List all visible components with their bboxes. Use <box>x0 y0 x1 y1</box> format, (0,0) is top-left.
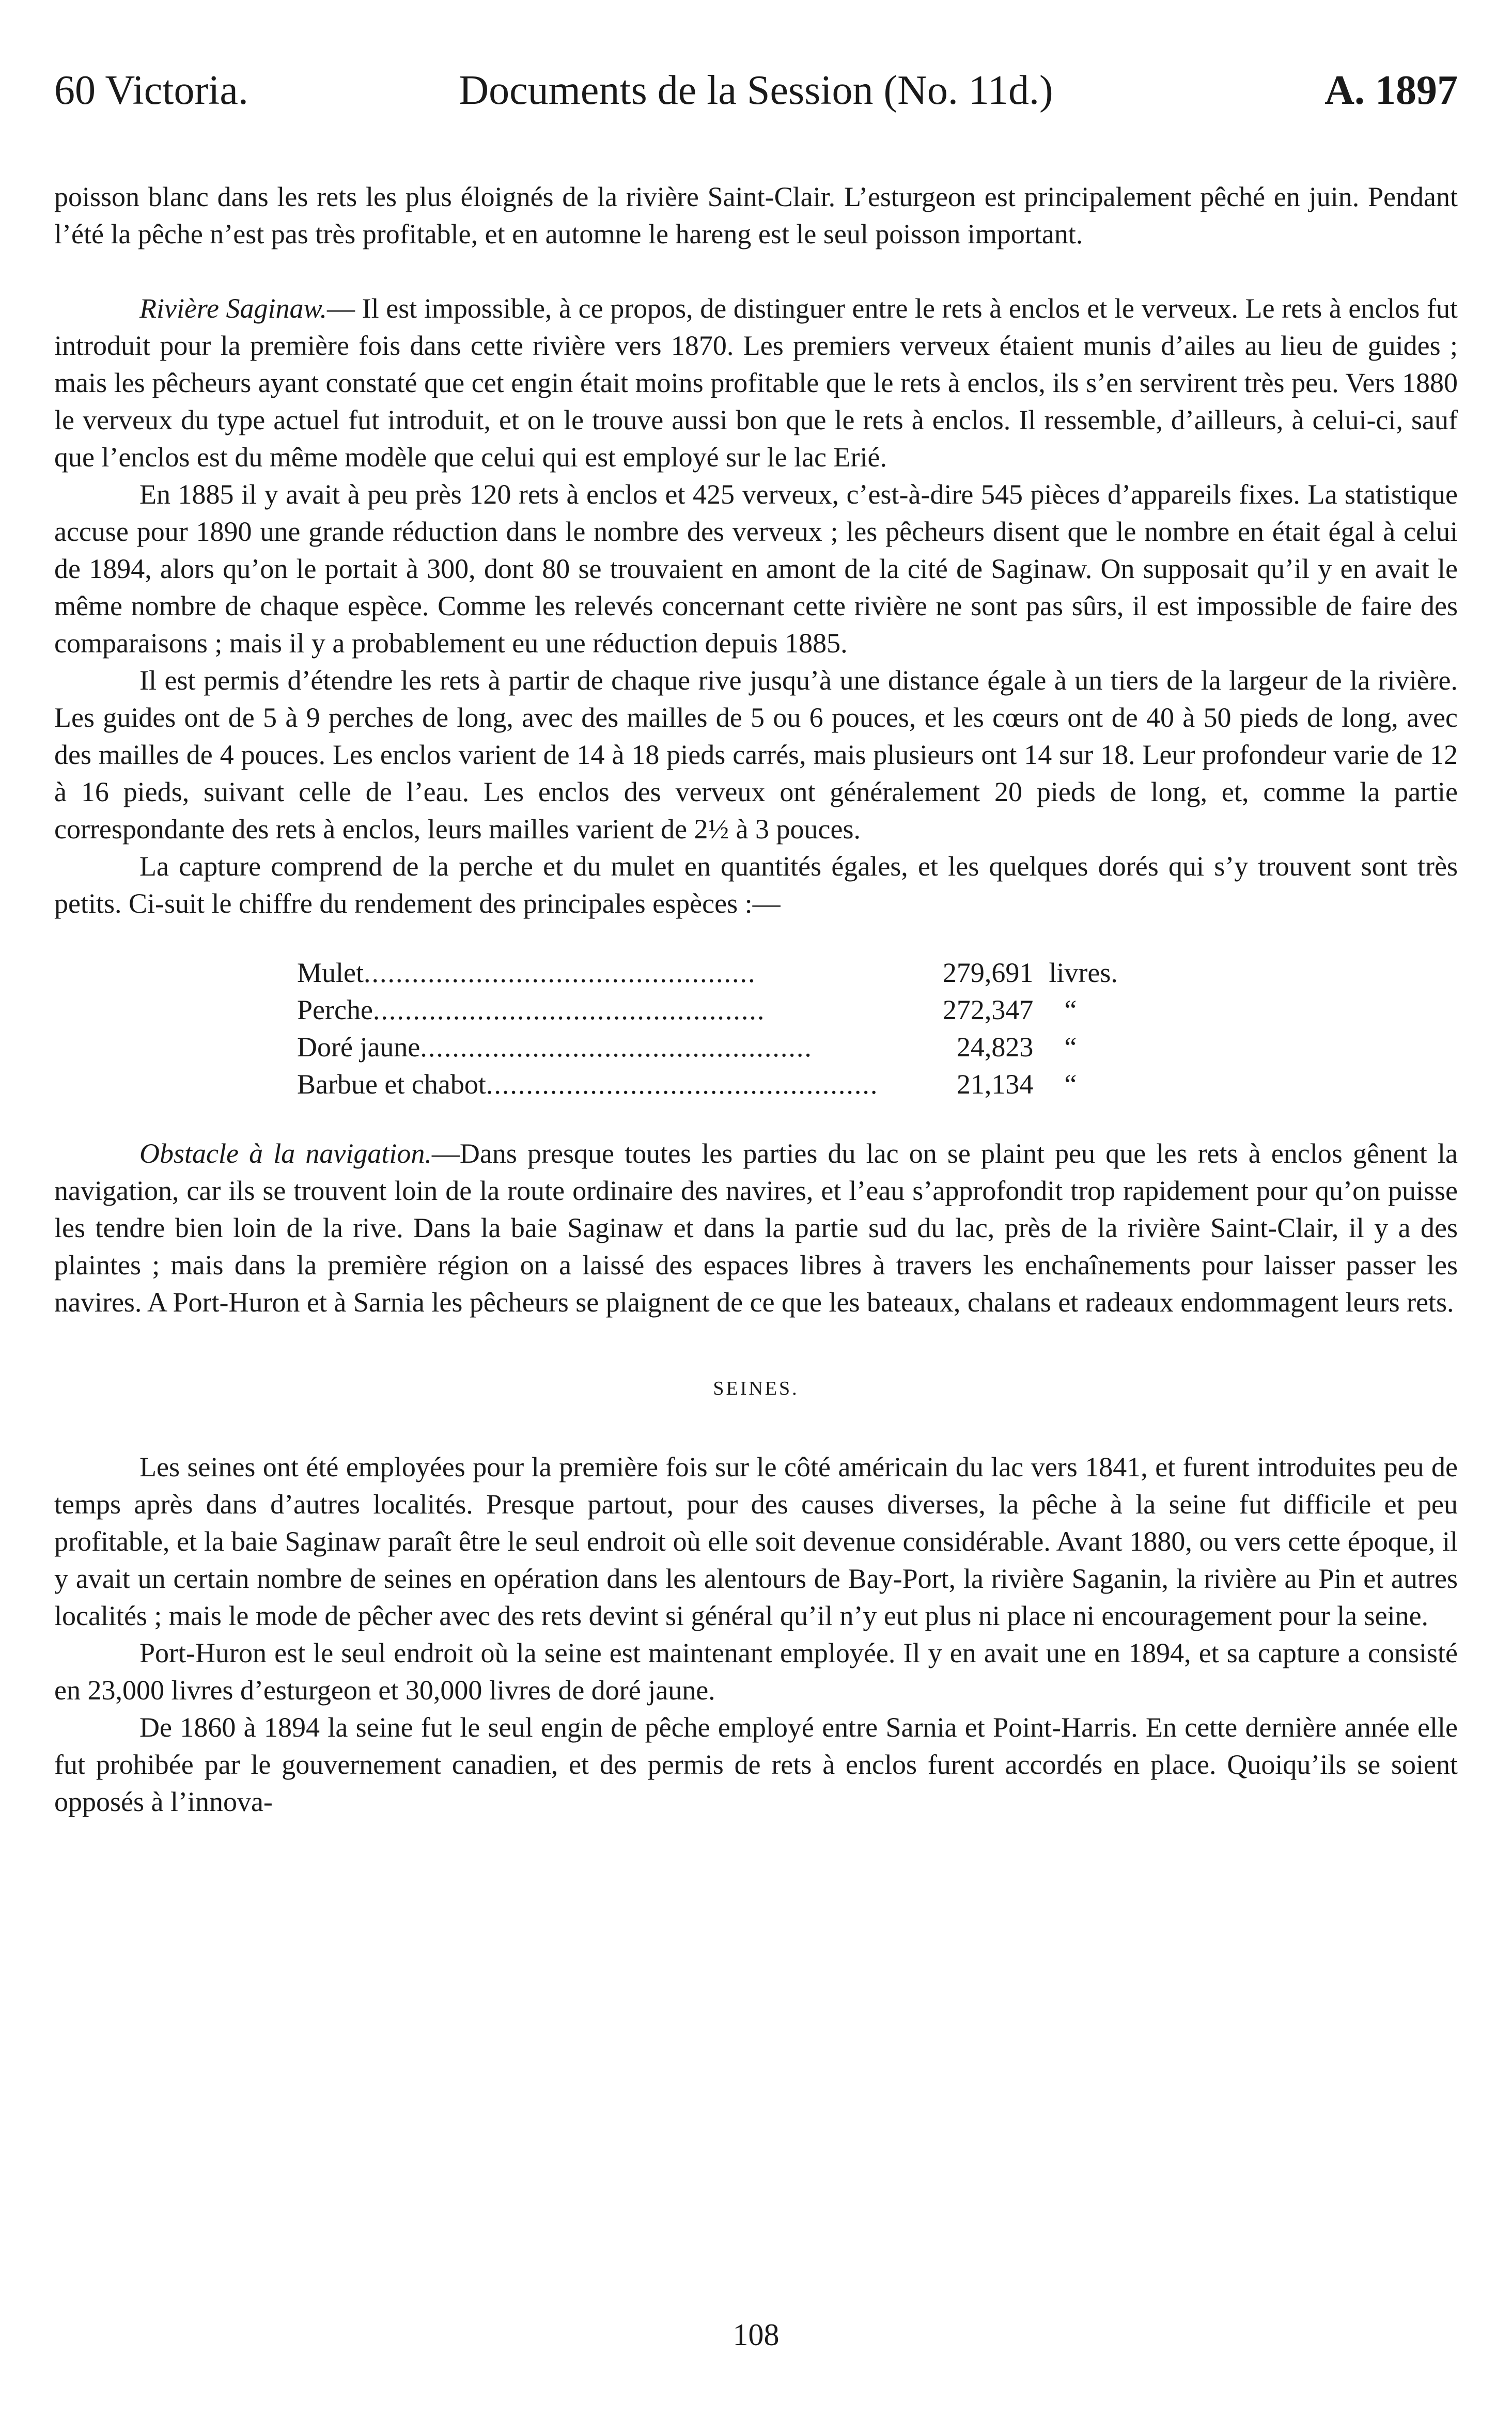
catch-unit: “ <box>1064 994 1077 1025</box>
paragraph-continuation <box>54 178 1458 253</box>
header-year: A. 1897 <box>1324 68 1458 113</box>
paragraph-lead: Obstacle à la navigation. <box>139 1138 432 1169</box>
species-name: Mulet <box>297 957 364 988</box>
catch-unit: “ <box>1064 1069 1077 1100</box>
leader-dots: ................................................. <box>364 957 756 988</box>
paragraph-text: Port-Huron est le seul endroit où la seine est maintenant employée. Il y en avait une en 1894, et sa capture a consisté en 23,000 livres d’esturgeon et 30,000 livres de doré jaune. <box>54 1637 1458 1706</box>
paragraph-text: De 1860 à 1894 la seine fut le seul engin de pêche employé entre Sarnia et Point-Harris. En cette dernière année elle fut prohibée par le gouvernement canadien, et des permis de rets à enclos furent accordés en place. Quoiqu’ils se soient opposés à l’innova- <box>54 1712 1458 1817</box>
table-row <box>297 1028 1193 1066</box>
leader-dots: ................................................. <box>372 994 766 1025</box>
catch-value: 279,691 <box>942 957 1034 988</box>
catch-value: 24,823 <box>956 1032 1034 1063</box>
table-row <box>297 954 1193 991</box>
catch-value: 21,134 <box>956 1069 1034 1100</box>
paragraph-rets-dimensions <box>54 662 1458 848</box>
paragraph-capture <box>54 848 1458 922</box>
catch-unit: livres. <box>1049 957 1118 988</box>
table-row <box>297 1066 1193 1103</box>
paragraph-obstacle <box>54 1135 1458 1321</box>
paragraph-text: — Il est impossible, à ce propos, de distinguer entre le rets à enclos et le verveux. Le rets à enclos fut introduit pour la première fois dans cette rivière vers 1870. Les premiers verveux étaient munis d’ailes au lieu de guides ; mais les pêcheurs ayant constaté que cet engin était moins profitable que le rets à enclos, ils s’en servirent très peu. Vers 1880 le verveux du type actuel fut introduit, et on le trouve aussi bon que le rets à enclos. Il ressemble, d’ailleurs, à celui-ci, sauf que l’enclos est du même modèle que celui qui est employé sur le lac Erié. <box>54 293 1458 473</box>
paragraph-seines-2 <box>54 1634 1458 1709</box>
paragraph-text: Il est permis d’étendre les rets à partir de chaque rive jusqu’à une distance égale à un tiers de la largeur de la rivière. Les guides ont de 5 à 9 perches de long, avec des mailles de 5 ou 6 pouces, et les cœurs ont de 40 à 50 pieds de long, avec des mailles de 4 pouces. Les enclos varient de 14 à 18 pieds carrés, mais plusieurs ont 14 sur 18. Leur profondeur varie de 12 à 16 pieds, suivant celle de l’eau. Les enclos des verveux ont généralement 20 pieds de long, et, comme la partie correspondante des rets à enclos, leurs mailles varient de 2½ à 3 pouces. <box>54 665 1458 845</box>
paragraph-text: —Dans presque toutes les parties du lac on se plaint peu que les rets à enclos gênent la navigation, car ils se trouvent loin de la route ordinaire des navires, et l’eau s’approfondit trop rapidement pour qu’on puisse les tendre bien loin de la rive. Dans la baie Saginaw et dans la partie sud du lac, près de la rivière Saint-Clair, il y a des plaintes ; mais dans la première région on a laissé des espaces libres à travers les enchaînements pour laisser passer les navires. A Port-Huron et à Sarnia les pêcheurs se plaignent de ce que les bateaux, chalans et radeaux endommagent leurs rets. <box>54 1138 1458 1318</box>
paragraph-text: poisson blanc dans les rets les plus éloignés de la rivière Saint-Clair. L’esturgeon est principalement pêché en juin. Pendant l’été la pêche n’est pas très profitable, et en automne le hareng est le seul poisson important. <box>54 181 1458 249</box>
table-row <box>297 991 1193 1028</box>
catch-value: 272,347 <box>942 994 1034 1025</box>
species-name: Barbue et chabot <box>297 1069 486 1100</box>
catch-unit: “ <box>1064 1032 1077 1063</box>
leader-dots: ................................................. <box>420 1032 813 1063</box>
paragraph-riviere-saginaw <box>54 290 1458 476</box>
species-name: Perche <box>297 994 373 1025</box>
header-title: Documents de la Session (No. 11d.) <box>459 68 1053 113</box>
running-header <box>54 62 1458 119</box>
paragraph-seines-3 <box>54 1709 1458 1820</box>
species-name: Doré jaune <box>297 1032 420 1063</box>
section-title: SEINES. <box>713 1378 799 1399</box>
header-session: 60 Victoria. <box>54 68 248 113</box>
paragraph-text: La capture comprend de la perche et du mulet en quantités égales, et les quelques dorés qui s’y trouvent sont très petits. Ci-suit le chiffre du rendement des principales espèces :— <box>54 851 1458 919</box>
paragraph-1885 <box>54 476 1458 662</box>
paragraph-text: En 1885 il y avait à peu près 120 rets à enclos et 425 verveux, c’est-à-dire 545 pièces d’appareils fixes. La statistique accuse pour 1890 une grande réduction dans le nombre des verveux ; les pêcheurs disent que le nombre en était égal à celui de 1894, alors qu’on le portait à 300, dont 80 se trouvaient en amont de la cité de Saginaw. On supposait qu’il y en avait le même nombre de chaque espèce. Comme les relevés concernant cette rivière ne sont pas sûrs, il est impossible de faire des comparaisons ; mais il y a probablement eu une réduction depuis 1885. <box>54 479 1458 659</box>
catch-table <box>297 954 1193 1103</box>
paragraph-text: Les seines ont été employées pour la première fois sur le côté américain du lac vers 1841, et furent introduites peu de temps après dans d’autres localités. Presque partout, pour des causes diverses, la pêche à la seine fut difficile et peu profitable, et la baie Saginaw paraît être le seul endroit où elle soit devenue considérable. Avant 1880, ou vers cette époque, il y avait un certain nombre de seines en opération dans les alentours de Bay-Port, la rivière Saganin, la rivière au Pin et autres localités ; mais le mode de pêcher avec des rets devint si général qu’il n’y eut plus ni place ni encouragement pour la seine. <box>54 1452 1458 1631</box>
body-text <box>54 178 1458 1820</box>
paragraph-lead: Rivière Saginaw. <box>139 293 328 324</box>
page-number: 108 <box>732 2318 780 2352</box>
leader-dots: ................................................. <box>486 1069 879 1100</box>
paragraph-seines-1 <box>54 1448 1458 1634</box>
